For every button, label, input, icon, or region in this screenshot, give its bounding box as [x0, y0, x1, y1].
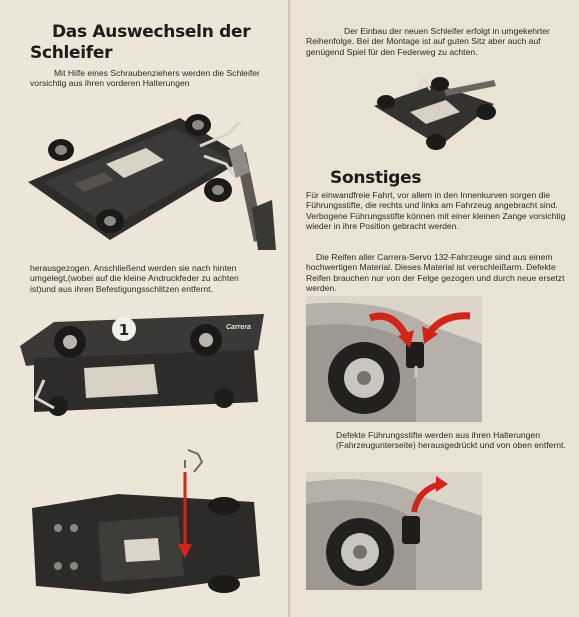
race-car-side-image [14, 306, 266, 420]
chassis-red-arrow-image [28, 448, 266, 598]
photo-race-car-no1 [14, 306, 266, 420]
section-title-sonstiges: Sonstiges [330, 168, 422, 188]
car-brand-decal: Carrera [226, 324, 251, 331]
title-line-2: Schleifer [30, 43, 113, 63]
car-underside-screwdriver-image [14, 98, 276, 250]
photo-screwdriver-removal [14, 98, 276, 250]
photo-installation [370, 76, 498, 160]
photo-chassis-guide-pin [28, 448, 266, 598]
photo-wheel-arrows [306, 296, 482, 422]
right-page [290, 0, 579, 617]
defect-pin-paragraph: Defekte Führungsstifte werden aus ihren Halterungen (Fahrzeugunterseite) herausgedrückt und von oben entfernt. [336, 430, 566, 451]
car-number: 1 [118, 321, 130, 339]
title-line-1: Das Auswechseln der [52, 22, 251, 42]
continuation-paragraph: herausgezogen. Anschließend werden sie nach hinten umgelegt,(wobei auf die kleine Andruckfeder zu achten ist)und aus ihren Befestigungsschlitzen entfernt. [30, 263, 239, 294]
wheel-guide-pin-image [306, 296, 482, 422]
installation-paragraph: Der Einbau der neuen Schleifer erfolgt in umgekehrter Reihenfolge. Bei der Montage ist auf guten Sitz aber auch auf genügend Spiel für den Federweg zu achten. [306, 26, 550, 57]
photo-wheel-single-arrow [306, 472, 482, 590]
intro-paragraph: Mit Hilfe eines Schraubenziehers werden die Schleifer vorsichtig aus ihren vorderen Halterungen [30, 68, 260, 89]
tire-paragraph: Die Reifen aller Carrera-Servo 132-Fahrzeuge sind aus einem hochwertigen Material. Dieses Material ist verschleißarm. Defekte Reifen brauchen nur von der Felge gezogen und durch neue ersetzt werden. [306, 252, 565, 294]
chassis-installation-image [370, 76, 498, 160]
wheel-pin-removal-image [306, 472, 482, 590]
guide-pin-paragraph: Für einwandfreie Fahrt, vor allem in den Innenkurven sorgen die Führungsstifte, die rechts und links am Fahrzeug angebracht sind. Verbogene Führungsstifte können mit einer kleinen Zange vorsichtig wieder in ihre Position gebracht werden. [306, 190, 566, 232]
